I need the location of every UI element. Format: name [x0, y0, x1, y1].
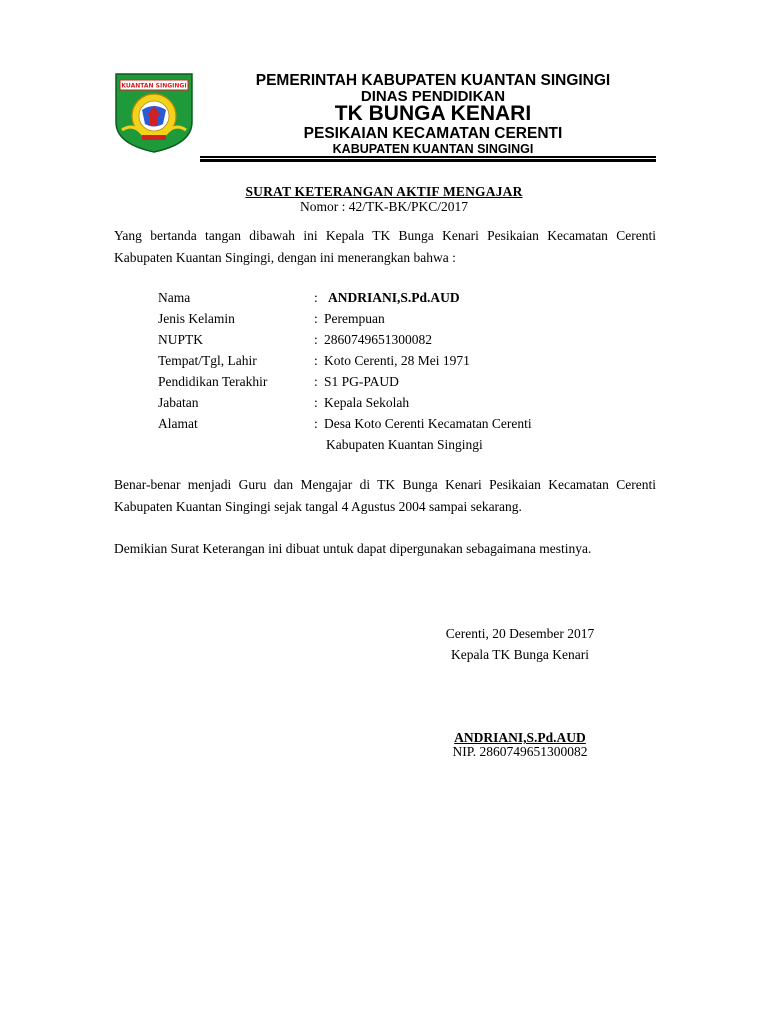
field-label: Jenis Kelamin [158, 311, 235, 326]
regency-emblem-logo [114, 72, 194, 154]
field-label: Nama [158, 290, 191, 305]
field-separator: : [314, 374, 318, 389]
signature-place-date: Cerenti, 20 Desember 2017 [445, 626, 595, 641]
field-value: 2860749651300082 [324, 332, 432, 347]
letterhead-divider-thin [200, 156, 656, 158]
letterhead-department: DINAS PENDIDIKAN [360, 88, 506, 105]
field-separator: : [314, 290, 318, 305]
statement-paragraph: Benar-benar menjadi Guru dan Mengajar di TK Bunga Kenari Pesikaian Kecamatan Cerenti Kabupaten Kuantan Singingi sejak tangal 4 Agustus 2004 sampai sekarang. [114, 477, 656, 514]
field-label: Alamat [158, 416, 198, 431]
intro-paragraph: Yang bertanda tangan dibawah ini Kepala TK Bunga Kenari Pesikaian Kecamatan Cerenti Kabupaten Kuantan Singingi, dengan ini menerangkan bahwa : [114, 228, 656, 265]
field-label: Tempat/Tgl, Lahir [158, 353, 257, 368]
field-separator: : [314, 353, 318, 368]
field-value: ANDRIANI,S.Pd.AUD [328, 290, 460, 305]
letterhead-school-name: TK BUNGA KENARI [334, 102, 532, 125]
letter-number: Nomor : 42/TK-BK/PKC/2017 [299, 199, 468, 214]
field-label: NUPTK [158, 332, 204, 347]
letterhead-regency: KABUPATEN KUANTAN SINGINGI [332, 142, 534, 156]
signature-position: Kepala TK Bunga Kenari [450, 647, 590, 662]
field-separator: : [314, 416, 318, 431]
field-value: S1 PG-PAUD [324, 374, 399, 389]
field-value: Koto Cerenti, 28 Mei 1971 [324, 353, 470, 368]
letter-title: SURAT KETERANGAN AKTIF MENGAJAR [245, 184, 523, 199]
closing-paragraph: Demikian Surat Keterangan ini dibuat untuk dapat dipergunakan sebagaimana mestinya. [114, 541, 592, 556]
field-separator: : [314, 395, 318, 410]
field-label: Jabatan [158, 395, 199, 410]
signatory-nip: NIP. 2860749651300082 [452, 744, 588, 759]
field-separator: : [314, 311, 318, 326]
field-value: Desa Koto Cerenti Kecamatan Cerenti [324, 416, 532, 431]
letterhead-location: PESIKAIAN KECAMATAN CERENTI [303, 125, 563, 142]
letterhead-divider-thick [200, 159, 656, 162]
field-separator: : [314, 332, 318, 347]
letterhead-government: PEMERINTAH KABUPATEN KUANTAN SINGINGI [255, 72, 611, 89]
logo-banner-text: KUANTAN SINGINGI [121, 82, 187, 90]
address-continuation: Kabupaten Kuantan Singingi [326, 437, 483, 452]
field-label: Pendidikan Terakhir [158, 374, 268, 389]
field-value: Perempuan [324, 311, 385, 326]
field-value: Kepala Sekolah [324, 395, 410, 410]
signatory-name: ANDRIANI,S.Pd.AUD [454, 730, 586, 745]
